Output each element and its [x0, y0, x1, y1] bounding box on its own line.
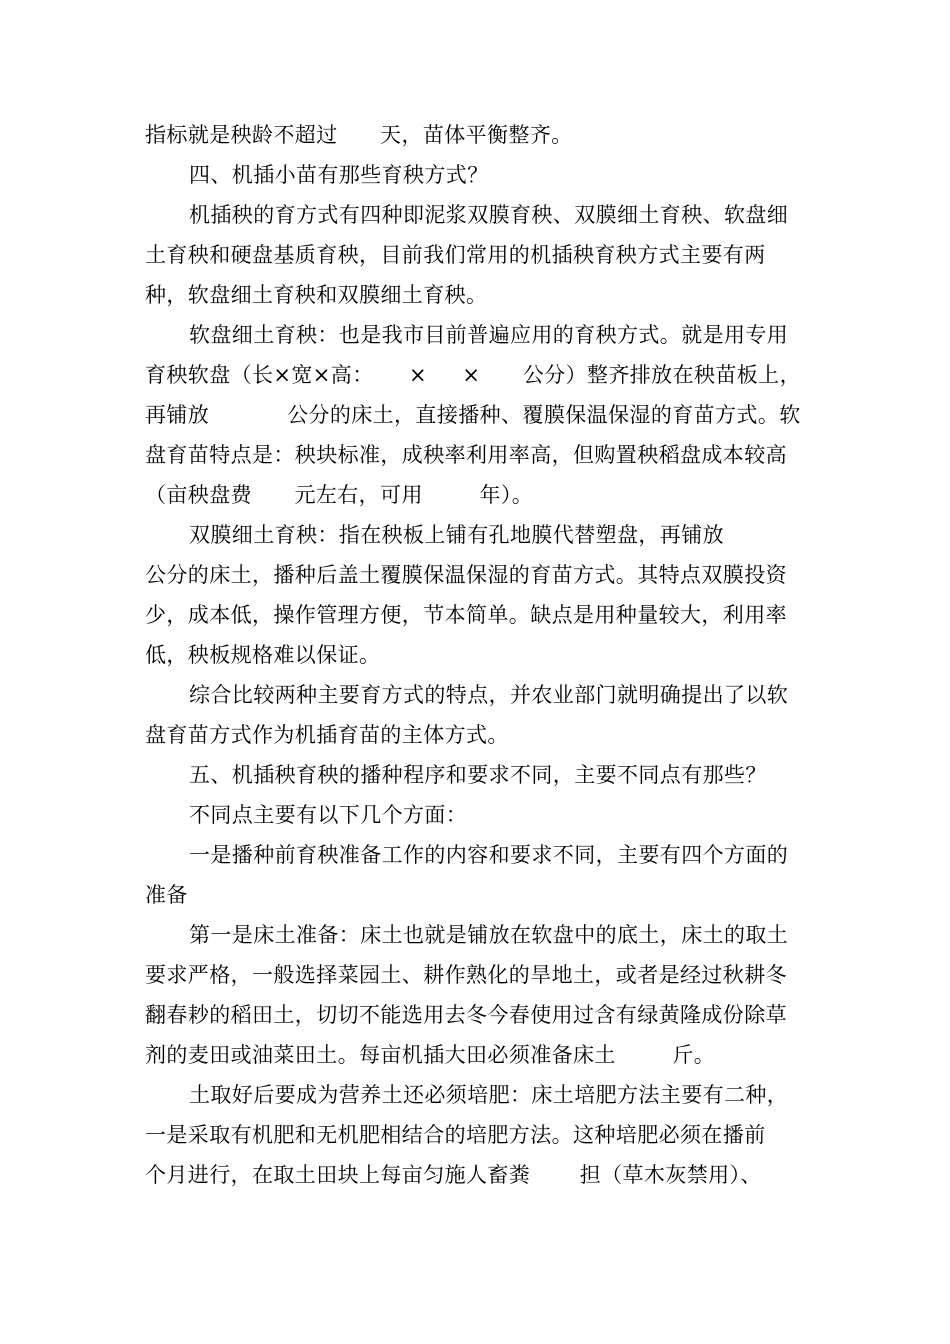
text-line: 一是采取有机肥和无机肥相结合的培肥方法。这种培肥必须在播前	[145, 1123, 766, 1147]
text-line: 翻春耖的稻田土，切切不能选用去冬今春使用过含有绿黄隆成份除草	[145, 1003, 787, 1027]
text-line: 一是播种前育秧准备工作的内容和要求不同，主要有四个方面的	[189, 843, 789, 867]
text-line: 指标就是秧龄不超过 天，苗体平衡整齐。	[145, 123, 573, 147]
text-line: 综合比较两种主要育方式的特点，并农业部门就明确提出了以软	[189, 683, 789, 707]
text-line: 土育秧和硬盘基质育秧，目前我们常用的机插秧育秧方式主要有两	[145, 243, 766, 267]
text-line: 土取好后要成为营养土还必须培肥：床土培肥方法主要有二种，	[189, 1083, 789, 1107]
text-line: 少，成本低，操作管理方便，节本简单。缺点是用种量较大，利用率	[145, 603, 787, 627]
text-line: 第一是床土准备：床土也就是铺放在软盘中的底土，床土的取土	[189, 923, 789, 947]
text-line: 盘育苗特点是：秧块标准，成秧率利用率高，但购置秧稻盘成本较高	[145, 443, 787, 467]
text-line: 公分的床土，播种后盖土覆膜保温保湿的育苗方式。其特点双膜投资	[145, 563, 787, 587]
text-line: 再铺放 公分的床土，直接播种、覆膜保温保湿的育苗方式。软	[145, 403, 801, 427]
section-heading: 五、机插秧育秧的播种程序和要求不同，主要不同点有那些？	[189, 763, 767, 787]
text-line: 不同点主要有以下几个方面：	[189, 803, 468, 827]
section-heading: 四、机插小苗有那些育秧方式？	[189, 163, 489, 187]
text-line: 要求严格，一般选择菜园土、耕作熟化的旱地土，或者是经过秋耕冬	[145, 963, 787, 987]
text-line: 双膜细土育秧：指在秧板上铺有孔地膜代替塑盘，再铺放	[189, 523, 724, 547]
text-line: 机插秧的育方式有四种即泥浆双膜育秧、双膜细土育秧、软盘细	[189, 203, 789, 227]
text-line: 低，秧板规格难以保证。	[145, 643, 381, 667]
text-line: 育秧软盘（长×宽×高： × × 公分）整齐排放在秧苗板上，	[145, 363, 801, 387]
text-line: 软盘细土育秧：也是我市目前普遍应用的育秧方式。就是用专用	[189, 323, 789, 347]
text-line: 个月进行，在取土田块上每亩匀施人畜粪 担（草木灰禁用）、	[145, 1163, 762, 1187]
text-line: 盘育苗方式作为机插育苗的主体方式。	[145, 723, 509, 747]
text-line: （亩秧盘费 元左右，可用 年）。	[145, 483, 534, 507]
text-line: 准备	[145, 883, 188, 907]
text-line: 种，软盘细土育秧和双膜细土育秧。	[145, 283, 488, 307]
text-line: 剂的麦田或油菜田土。每亩机插大田必须准备床土 斤。	[145, 1043, 716, 1067]
